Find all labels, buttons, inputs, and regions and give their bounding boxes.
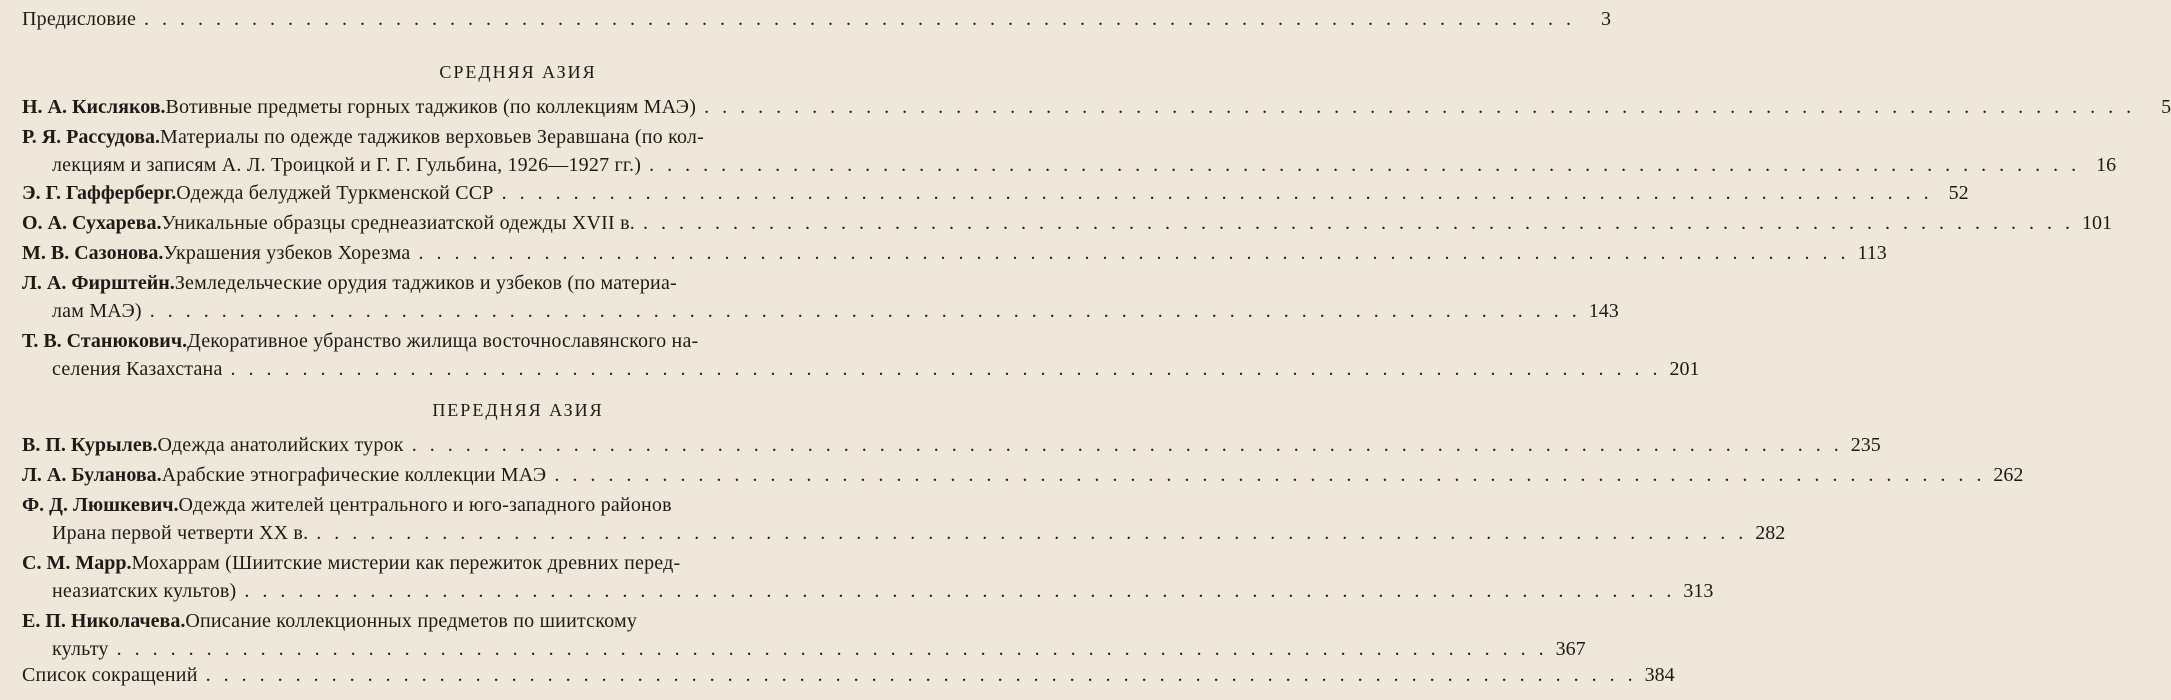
author-name: М. В. Сазонова. [22, 242, 164, 264]
toc-entry [22, 238, 1887, 268]
toc-entry [22, 92, 2171, 122]
author-name: С. М. Марр. [22, 552, 132, 574]
dot-leader: . . . . . . . . . . . . . . . . . . . . . . . . . . . . . . . . . . . . . . . . . . . . . . . . . . . . . . . . . . . . . . . . . . . . . . . . . . . . . . . . [116, 638, 1548, 660]
entry-title: Уникальные образцы среднеазиатской одежды XVII в. [161, 212, 635, 234]
dot-leader: . . . . . . . . . . . . . . . . . . . . . . . . . . . . . . . . . . . . . . . . . . . . . . . . . . . . . . . . . . . . . . . . . . . . . . . . . . . . . . . . [244, 580, 1676, 602]
page-number: 143 [1588, 300, 1619, 322]
page-number: 235 [1850, 434, 1881, 456]
toc-entry [22, 490, 1022, 520]
entry-title: Описание коллекционных предметов по шиитскому [185, 610, 638, 632]
dot-leader: . . . . . . . . . . . . . . . . . . . . . . . . . . . . . . . . . . . . . . . . . . . . . . . . . . . . . . . . . . . . . . . . . . . . . . . . . . . . . . . . [149, 300, 1581, 322]
toc-entry [22, 122, 1022, 152]
author-name: Э. Г. Гафферберг. [22, 182, 177, 204]
author-name: О. А. Сухарева. [22, 212, 162, 234]
entry-title: Украшения узбеков Хорезма [163, 242, 411, 264]
entry-title: Одежда анатолийских турок [157, 434, 404, 456]
toc-entry-continuation [52, 518, 1786, 548]
toc-entry-continuation [52, 150, 2117, 180]
toc-entry [22, 268, 1022, 298]
toc-entry [22, 178, 1969, 208]
page-number: 384 [1644, 664, 1675, 686]
dot-leader: . . . . . . . . . . . . . . . . . . . . . . . . . . . . . . . . . . . . . . . . . . . . . . . . . . . . . . . . . . . . . . . . . . . . . . . . . . . . . . . . [205, 664, 1637, 686]
toc-entry-continuation [52, 354, 1700, 384]
entry-title: лекциям и записям А. Л. Троицкой и Г. Г. Гульбина, 1926—1927 гг.) [52, 154, 642, 176]
toc-entry-continuation [52, 576, 1714, 606]
author-name: Л. А. Фирштейн. [22, 272, 175, 294]
dot-leader: . . . . . . . . . . . . . . . . . . . . . . . . . . . . . . . . . . . . . . . . . . . . . . . . . . . . . . . . . . . . . . . . . . . . . . . . . . . . . . . . [642, 212, 2074, 234]
author-name: Н. А. Кисляков. [22, 96, 166, 118]
entry-title: Одежда белуджей Туркменской ССР [176, 182, 494, 204]
entry-title: Список сокращений [22, 664, 198, 686]
dot-leader: . . . . . . . . . . . . . . . . . . . . . . . . . . . . . . . . . . . . . . . . . . . . . . . . . . . . . . . . . . . . . . . . . . . . . . . . . . . . . . . . [316, 522, 1748, 544]
page-number: 313 [1683, 580, 1714, 602]
toc-entry [22, 548, 1022, 578]
dot-leader: . . . . . . . . . . . . . . . . . . . . . . . . . . . . . . . . . . . . . . . . . . . . . . . . . . . . . . . . . . . . . . . . . . . . . . . . . . . . . . . . [418, 242, 1850, 264]
entry-title: Материалы по одежде таджиков верховьев Зеравшана (по кол- [160, 126, 704, 148]
page-number: 282 [1755, 522, 1786, 544]
author-name: Ф. Д. Люшкевич. [22, 494, 179, 516]
toc-entry-continuation [52, 296, 1619, 326]
dot-leader: . . . . . . . . . . . . . . . . . . . . . . . . . . . . . . . . . . . . . . . . . . . . . . . . . . . . . . . . . . . . . . . . . . . . . . . . . . . . . . . . [144, 8, 1576, 30]
dot-leader: . . . . . . . . . . . . . . . . . . . . . . . . . . . . . . . . . . . . . . . . . . . . . . . . . . . . . . . . . . . . . . . . . . . . . . . . . . . . . . . . [649, 154, 2081, 176]
section-heading: ПЕРЕДНЯЯ АЗИЯ [432, 400, 604, 420]
dot-leader: . . . . . . . . . . . . . . . . . . . . . . . . . . . . . . . . . . . . . . . . . . . . . . . . . . . . . . . . . . . . . . . . . . . . . . . . . . . . . . . . [554, 464, 1986, 486]
entry-title: Предисловие [22, 8, 137, 30]
toc-entry [22, 606, 1022, 636]
dot-leader: . . . . . . . . . . . . . . . . . . . . . . . . . . . . . . . . . . . . . . . . . . . . . . . . . . . . . . . . . . . . . . . . . . . . . . . . . . . . . . . . [501, 182, 1933, 204]
author-name: Л. А. Буланова. [22, 464, 162, 486]
page-number: 52 [1948, 182, 1969, 204]
page-number: 3 [1601, 8, 1612, 30]
toc-entry [22, 326, 1022, 356]
entry-title: селения Казахстана [52, 358, 223, 380]
author-name: Р. Я. Рассудова. [22, 126, 161, 148]
dot-leader: . . . . . . . . . . . . . . . . . . . . . . . . . . . . . . . . . . . . . . . . . . . . . . . . . . . . . . . . . . . . . . . . . . . . . . . . . . . . . . . . [230, 358, 1662, 380]
entry-title: Ирана первой четверти XX в. [52, 522, 309, 544]
toc-entry [22, 460, 2024, 490]
page-number: 5 [2161, 96, 2171, 118]
page-number: 16 [2096, 154, 2117, 176]
entry-title: культу [52, 638, 109, 660]
section-heading: СРЕДНЯЯ АЗИЯ [439, 62, 597, 82]
toc-entry [22, 660, 1675, 690]
page-number: 101 [2081, 212, 2112, 234]
entry-title: Земледельческие орудия таджиков и узбеков (по материа- [174, 272, 677, 294]
dot-leader: . . . . . . . . . . . . . . . . . . . . . . . . . . . . . . . . . . . . . . . . . . . . . . . . . . . . . . . . . . . . . . . . . . . . . . . . . . . . . . . . [704, 96, 2136, 118]
entry-title: Декоративное убранство жилища восточнославянского на- [187, 330, 699, 352]
toc-entry [22, 208, 2112, 238]
entry-title: Мохаррам (Шиитские мистерии как пережиток древних перед- [131, 552, 681, 574]
author-name: В. П. Курылев. [22, 434, 158, 456]
author-name: Т. В. Станюкович. [22, 330, 188, 352]
toc-entry [22, 430, 1881, 460]
entry-title: лам МАЭ) [52, 300, 142, 322]
author-name: Е. П. Николачева. [22, 610, 186, 632]
page-number: 201 [1669, 358, 1700, 380]
page-number: 262 [1993, 464, 2024, 486]
page-number: 113 [1857, 242, 1887, 264]
entry-title: Арабские этнографические коллекции МАЭ [161, 464, 547, 486]
page-number: 367 [1555, 638, 1586, 660]
entry-title: Вотивные предметы горных таджиков (по коллекциям МАЭ) [165, 96, 697, 118]
entry-title: неазиатских культов) [52, 580, 237, 602]
entry-title: Одежда жителей центрального и юго-западного районов [178, 494, 672, 516]
toc-entry [22, 4, 1612, 34]
dot-leader: . . . . . . . . . . . . . . . . . . . . . . . . . . . . . . . . . . . . . . . . . . . . . . . . . . . . . . . . . . . . . . . . . . . . . . . . . . . . . . . . [411, 434, 1843, 456]
